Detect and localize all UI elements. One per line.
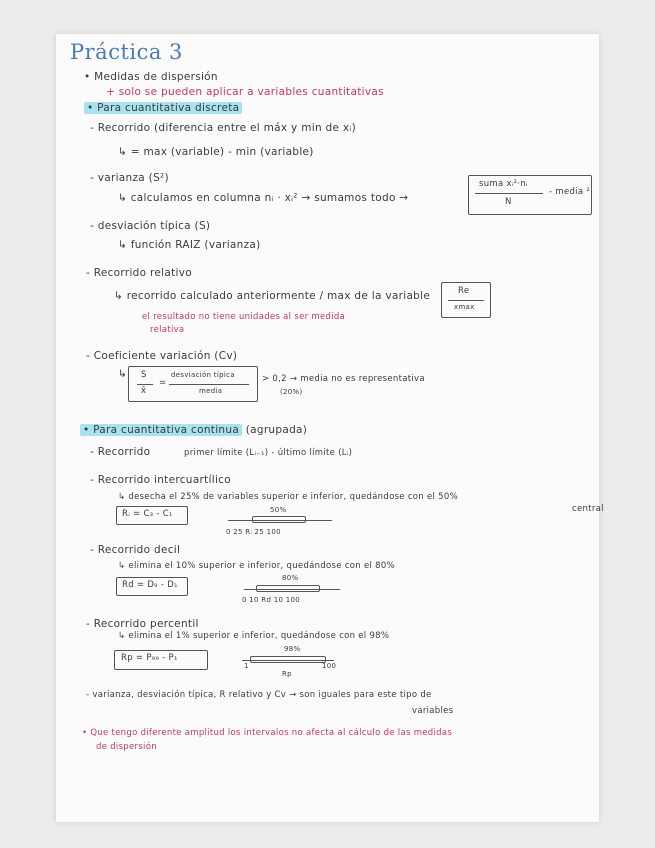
item-recorrido: - Recorrido (diferencia entre el máx y min de xᵢ) bbox=[90, 122, 356, 134]
item-recorrido-percentil: - Recorrido percentil bbox=[86, 618, 199, 630]
cv-fraction-line-left bbox=[137, 384, 153, 385]
note-solo-cuantitativas: + solo se pueden aplicar a variables cuantitativas bbox=[106, 86, 384, 98]
section-continua bbox=[80, 424, 307, 436]
ri-axis-labels: 0 25 Rᵢ 25 100 bbox=[226, 528, 281, 536]
rp-formula: Rp = P₉₉ - P₁ bbox=[121, 653, 178, 663]
coef-label: - Coeficiente variación (Cv) bbox=[86, 350, 238, 362]
highlight-continua: • Para cuantitativa continua bbox=[80, 424, 242, 436]
item-coeficiente-variacion bbox=[86, 350, 237, 362]
cv-denominator: media bbox=[199, 387, 223, 395]
varianza-fraction-line bbox=[475, 193, 543, 194]
recorrido-continua-description: primer límite (Lᵢ₋₁) - último límite (Lᵢ) bbox=[184, 448, 353, 458]
intercuartilico-description: ↳ desecha el 25% de variables superior e inferior, quedándose con el 50% bbox=[118, 492, 458, 502]
desviacion-description: ↳ función RAIZ (varianza) bbox=[118, 239, 261, 251]
ri-formula: Rᵢ = C₃ - C₁ bbox=[122, 509, 173, 519]
rec-rel-note-cont: relativa bbox=[150, 325, 185, 335]
continua-suffix: (agrupada) bbox=[245, 424, 308, 436]
page-title: Práctica 3 bbox=[70, 40, 183, 64]
final-note: • Que tengo diferente amplitud los intervalos no afecta al cálculo de las medidas bbox=[82, 728, 453, 738]
varianza-description: ↳ calculamos en columna nᵢ · xᵢ² → sumamos todo → bbox=[118, 192, 409, 204]
variance-equal-note: - varianza, desviación típica, R relativo y Cv → son iguales para este tipo de bbox=[86, 690, 432, 700]
rec-rel-note: el resultado no tiene unidades al ser medida bbox=[142, 312, 346, 322]
varianza-media-term: - media ² bbox=[549, 187, 591, 197]
item-recorrido-intercuartilico: - Recorrido intercuartílico bbox=[90, 474, 231, 486]
rd-axis-line bbox=[244, 589, 340, 590]
cv-formula-box bbox=[128, 366, 258, 402]
rp-percent: 98% bbox=[284, 645, 301, 653]
rec-rel-fraction-line bbox=[448, 300, 484, 301]
highlight-discreta: • Para cuantitativa discreta bbox=[84, 102, 242, 114]
ri-axis-line bbox=[228, 520, 332, 521]
rp-axis-line bbox=[242, 660, 334, 661]
item-desviacion: - desviación típica (S) bbox=[90, 220, 211, 232]
rp-axis-left: 1 bbox=[244, 662, 249, 670]
cv-fraction-line-right bbox=[169, 384, 249, 385]
rp-axis-label: Rp bbox=[282, 670, 292, 678]
cv-condition-percent: (20%) bbox=[280, 388, 303, 396]
varianza-numerator: suma xᵢ²·nᵢ bbox=[479, 179, 528, 189]
heading-medidas: • Medidas de dispersión bbox=[84, 71, 218, 83]
item-recorrido-decil: - Recorrido decil bbox=[90, 544, 181, 556]
rp-formula-box bbox=[114, 650, 208, 670]
section-discreta bbox=[84, 102, 242, 114]
rd-formula: Rd = D₉ - D₁ bbox=[122, 580, 178, 590]
cv-numerator: desviación típica bbox=[171, 371, 235, 379]
rp-axis-right: 100 bbox=[322, 662, 337, 670]
rd-axis-labels: 0 10 Rd 10 100 bbox=[242, 596, 301, 604]
cv-condition: > 0,2 → media no es representativa bbox=[262, 374, 425, 384]
ri-percent: 50% bbox=[270, 506, 287, 514]
intercuartilico-central: central bbox=[572, 504, 604, 514]
varianza-formula-box bbox=[468, 175, 592, 215]
rec-rel-numerator: Re bbox=[458, 286, 470, 296]
recorrido-relativo-box bbox=[441, 282, 491, 318]
rd-percent: 80% bbox=[282, 574, 299, 582]
cv-equals: = bbox=[159, 378, 167, 388]
cv-s: S bbox=[141, 370, 147, 380]
recorrido-relativo-description: ↳ recorrido calculado anteriormente / max de la variable bbox=[114, 290, 431, 302]
varianza-denominator: N bbox=[505, 197, 512, 207]
decil-description: ↳ elimina el 10% superior e inferior, quedándose con el 80% bbox=[118, 561, 395, 571]
percentil-description: ↳ elimina el 1% superior e inferior, quedándose con el 98% bbox=[118, 631, 390, 641]
cv-x: x̄ bbox=[141, 386, 147, 396]
ri-formula-box bbox=[116, 506, 188, 525]
rec-rel-denominator: xmax bbox=[454, 303, 475, 311]
cv-arrow: ↳ bbox=[118, 368, 128, 380]
final-note-cont: de dispersión bbox=[96, 742, 157, 752]
variance-equal-note-cont: variables bbox=[412, 706, 454, 716]
notebook-page bbox=[56, 34, 604, 822]
item-recorrido-continua: - Recorrido bbox=[90, 446, 151, 458]
recorrido-formula: ↳ = max (variable) - min (variable) bbox=[118, 146, 314, 158]
rd-formula-box bbox=[116, 577, 188, 596]
item-recorrido-relativo: - Recorrido relativo bbox=[86, 267, 192, 279]
item-varianza: - varianza (S²) bbox=[90, 172, 169, 184]
